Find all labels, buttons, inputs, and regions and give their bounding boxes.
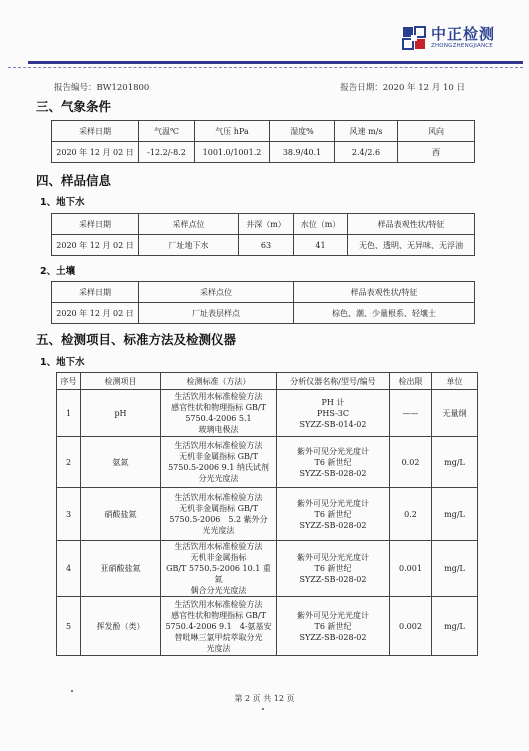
method-standard-line: 生活饮用水标准检验方法 [174, 441, 263, 450]
weather-cell: 西 [398, 142, 475, 163]
methods-row [57, 390, 478, 437]
method-standard-line: 5750.4-2006 9.1 4-氨基安 [165, 621, 272, 631]
method-standard-line: 5750.5-2006 5.2 紫外分 [169, 515, 268, 524]
method-standard-line: 生活饮用水标准检验方法 [174, 542, 263, 551]
method-row-number: 2 [57, 437, 81, 488]
method-standard-line: 无机非金属指标 GB/T [179, 452, 258, 461]
header-dashed-rule [8, 67, 523, 68]
section-weather-title: 三、气象条件 [36, 99, 112, 114]
methods-header-cell: 检出限 [390, 373, 432, 390]
method-standard-line: 偶合分光光度法 [190, 586, 247, 595]
method-instrument-line: T6 新世纪 [314, 457, 352, 467]
soil-cell: 厂址表层样点 [139, 303, 294, 324]
methods-table [56, 372, 478, 656]
method-standard-line: GB/T 5750.5-2006 10.1 重氮 [166, 564, 271, 584]
groundwater-header-cell: 采样日期 [52, 214, 139, 235]
method-standard-line: 感官性状和物理指标 GB/T [171, 403, 266, 412]
method-row-number: 5 [57, 597, 81, 656]
method-item: 亚硝酸盐氮 [81, 541, 161, 597]
method-standard-line: 感官性状和物理指标 GB/T [171, 610, 266, 620]
soil-subtitle: 2、土壤 [40, 266, 76, 277]
method-instrument-line: T6 新世纪 [314, 564, 352, 573]
method-instrument [277, 597, 390, 656]
groundwater-subtitle: 1、地下水 [40, 197, 85, 208]
weather-table [51, 120, 475, 163]
method-instrument-line: 紫外可见分光光度计 [297, 498, 369, 508]
method-instrument-line: 紫外可见分光光度计 [297, 610, 369, 620]
groundwater-cell: 63 [239, 235, 294, 256]
groundwater-cell: 厂址地下水 [139, 235, 239, 256]
method-standard-line: 生活饮用水标准检验方法 [174, 493, 263, 502]
method-instrument [277, 541, 390, 597]
soil-data-row [52, 303, 475, 324]
method-standard-line: 无机非金属指标 GB/T [179, 504, 258, 513]
section-sample-title: 四、样品信息 [36, 173, 112, 188]
method-standard-line: 生活饮用水标准检验方法 [174, 392, 263, 401]
method-instrument-line: PH 计 [321, 397, 345, 407]
method-instrument-line: SYZZ-SB-028-02 [299, 520, 367, 530]
method-standard [161, 597, 277, 656]
logo-name-cn: 中正检测 [430, 24, 495, 43]
weather-cell: 1001.0/1001.2 [195, 142, 270, 163]
method-instrument-line: PHS-3C [316, 408, 350, 418]
methods-row [57, 541, 478, 597]
weather-header-cell: 风向 [398, 121, 475, 142]
methods-header-cell: 检测项目 [81, 373, 161, 390]
weather-cell: 2020 年 12 月 02 日 [52, 142, 139, 163]
method-standard-line: 5750.5-2006 9.1 纳氏试剂 [168, 463, 269, 472]
method-unit: 无量纲 [432, 390, 478, 437]
method-instrument-line: T6 新世纪 [314, 621, 352, 631]
method-standard-line: 光光度法 [202, 526, 235, 535]
method-instrument [277, 437, 390, 488]
groundwater-cell: 41 [294, 235, 348, 256]
report-date: 报告日期：2020 年 12 月 10 日 [340, 83, 465, 93]
method-unit: mg/L [432, 597, 478, 656]
weather-header-cell: 气压 hPa [195, 121, 270, 142]
groundwater-cell: 无色、透明、无异味、无浮油 [348, 235, 475, 256]
groundwater-sample-table [51, 213, 475, 256]
method-instrument-line: T6 新世纪 [314, 509, 352, 519]
method-unit: mg/L [432, 541, 478, 597]
method-standard-line: 5750.4-2006 5.1 [185, 414, 252, 423]
method-instrument-line: SYZZ-SB-028-02 [299, 468, 367, 478]
scan-dot [262, 708, 264, 710]
logo-name-en: ZHONGZHENGJIANCE [430, 42, 493, 49]
method-row-number: 4 [57, 541, 81, 597]
groundwater-header-cell: 井深（m） [239, 214, 294, 235]
section-methods-title: 五、检测项目、标准方法及检测仪器 [36, 332, 237, 347]
method-instrument-line: 紫外可见分光光度计 [297, 446, 369, 456]
method-standard-line: 光度法 [206, 643, 231, 653]
weather-header-row [52, 121, 475, 142]
method-standard-line: 生活饮用水标准检验方法 [174, 599, 263, 609]
soil-header-cell: 样品表观性状/特征 [294, 282, 475, 303]
soil-cell: 2020 年 12 月 02 日 [52, 303, 139, 324]
company-logo [401, 22, 495, 54]
weather-cell: 38.9/40.1 [270, 142, 335, 163]
methods-groundwater-subtitle: 1、地下水 [40, 357, 85, 368]
method-standard-line: 分光光度法 [198, 474, 239, 483]
methods-header-cell: 分析仪器名称/型号/编号 [277, 373, 390, 390]
page-number: 第 2 页 共 12 页 [234, 694, 295, 703]
groundwater-header-row [52, 214, 475, 235]
groundwater-header-cell: 采样点位 [139, 214, 239, 235]
method-instrument-line: 紫外可见分光光度计 [297, 553, 369, 562]
logo-mark-icon [401, 25, 427, 51]
method-instrument-line: SYZZ-SB-014-02 [299, 419, 367, 429]
groundwater-header-cell: 样品表观性状/特征 [348, 214, 475, 235]
method-instrument [277, 488, 390, 541]
weather-header-cell: 采样日期 [52, 121, 139, 142]
method-standard [161, 437, 277, 488]
weather-header-cell: 湿度% [270, 121, 335, 142]
weather-data-row [52, 142, 475, 163]
method-instrument-line: SYZZ-SB-028-02 [299, 575, 367, 584]
soil-sample-table [51, 281, 475, 324]
soil-header-row [52, 282, 475, 303]
method-standard [161, 488, 277, 541]
groundwater-data-row [52, 235, 475, 256]
method-unit: mg/L [432, 488, 478, 541]
header-rule [28, 61, 523, 64]
method-item: 硝酸盐氮 [81, 488, 161, 541]
weather-cell: 2.4/2.6 [335, 142, 398, 163]
method-item: 挥发酚（类） [81, 597, 161, 656]
methods-header-cell: 序号 [57, 373, 81, 390]
scan-dot [71, 690, 73, 692]
method-standard [161, 390, 277, 437]
methods-row [57, 437, 478, 488]
methods-header-cell: 单位 [432, 373, 478, 390]
groundwater-cell: 2020 年 12 月 02 日 [52, 235, 139, 256]
method-item: 氨氮 [81, 437, 161, 488]
method-standard-line: 无机非金属指标 [190, 553, 247, 562]
report-number: 报告编号：BW1201800 [54, 83, 150, 93]
method-instrument [277, 390, 390, 437]
methods-row [57, 488, 478, 541]
soil-header-cell: 采样点位 [139, 282, 294, 303]
method-row-number: 3 [57, 488, 81, 541]
method-detection-limit: 0.002 [390, 597, 432, 656]
methods-header-row [57, 373, 478, 390]
method-instrument-line: SYZZ-SB-028-02 [299, 632, 367, 642]
method-standard-line: 玻璃电极法 [198, 425, 239, 434]
method-detection-limit: 0.001 [390, 541, 432, 597]
method-standard-line: 替吡啉三氯甲烷萃取分光 [174, 632, 263, 642]
method-standard [161, 541, 277, 597]
method-unit: mg/L [432, 437, 478, 488]
weather-cell: -12.2/-8.2 [139, 142, 195, 163]
methods-header-cell: 检测标准（方法） [161, 373, 277, 390]
methods-row [57, 597, 478, 656]
method-detection-limit: 0.02 [390, 437, 432, 488]
method-detection-limit: —— [390, 390, 432, 437]
weather-header-cell: 风速 m/s [335, 121, 398, 142]
soil-cell: 棕色、潮、少量根系、轻壤土 [294, 303, 475, 324]
method-detection-limit: 0.2 [390, 488, 432, 541]
method-item: pH [81, 390, 161, 437]
method-row-number: 1 [57, 390, 81, 437]
soil-header-cell: 采样日期 [52, 282, 139, 303]
weather-header-cell: 气温℃ [139, 121, 195, 142]
groundwater-header-cell: 水位（m） [294, 214, 348, 235]
